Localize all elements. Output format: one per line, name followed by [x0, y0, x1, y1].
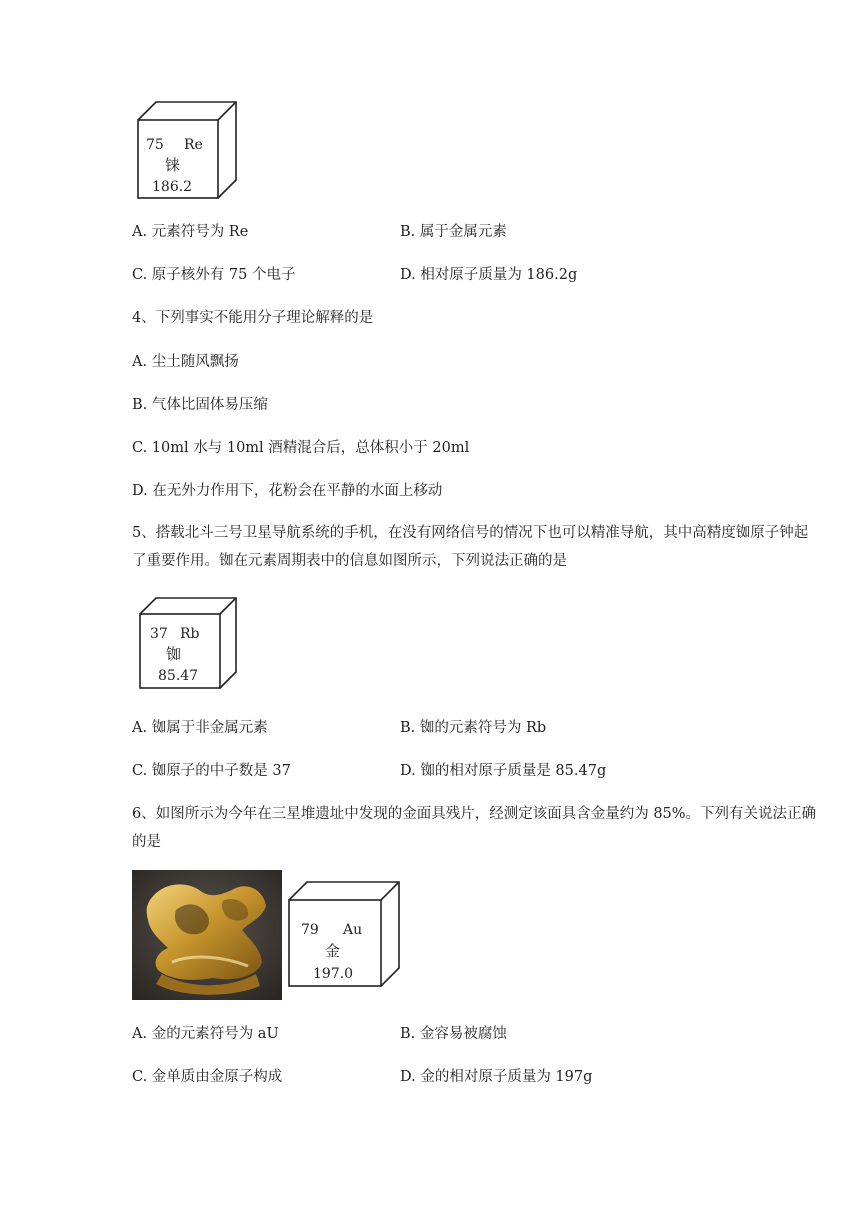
element-name: 铷 — [166, 645, 182, 663]
q6-option-c: C. 金单质由金原子构成 — [132, 1069, 283, 1085]
q4-option-c: C. 10ml 水与 10ml 酒精混合后，总体积小于 20ml — [132, 440, 470, 456]
q6-option-d: D. 金的相对原子质量为 197g — [400, 1069, 593, 1085]
element-number: 37 — [150, 626, 168, 642]
q6-option-b: B. 金容易被腐蚀 — [400, 1026, 507, 1042]
q5-option-d: D. 铷的相对原子质量是 85.47g — [400, 763, 607, 779]
q4-option-d: D. 在无外力作用下，花粉会在平静的水面上移动 — [132, 483, 443, 499]
q3-option-c: C. 原子核外有 75 个电子 — [132, 267, 296, 283]
element-name: 金 — [325, 942, 341, 960]
q5-option-c: C. 铷原子的中子数是 37 — [132, 763, 291, 779]
element-symbol: Rb — [180, 626, 200, 642]
element-name: 铼 — [165, 156, 181, 174]
gold-mask-photo — [132, 870, 282, 1000]
element-mass: 85.47 — [158, 668, 199, 684]
q4-option-b: B. 气体比固体易压缩 — [132, 397, 268, 413]
element-card-re — [136, 100, 240, 202]
q5-option-b: B. 铷的元素符号为 Rb — [400, 720, 547, 736]
q6-stem: 6、如图所示为今年在三星堆遗址中发现的金面具残片，经测定该面具含金量约为 85%。下列有关说法正确的是 — [132, 806, 817, 850]
q3-option-a: A. 元素符号为 Re — [132, 224, 249, 240]
q3-option-b: B. 属于金属元素 — [400, 224, 507, 240]
element-symbol: Au — [343, 922, 363, 938]
element-card-au — [287, 880, 403, 990]
q4-stem: 4、下列事实不能用分子理论解释的是 — [132, 310, 374, 326]
q3-option-d: D. 相对原子质量为 186.2g — [400, 267, 578, 283]
q5-stem: 5、搭载北斗三号卫星导航系统的手机，在没有网络信号的情况下也可以精准导航，其中高精度铷原子钟起了重要作用。铷在元素周期表中的信息如图所示，下列说法正确的是 — [132, 525, 809, 569]
q4-option-a: A. 尘土随风飘扬 — [132, 354, 239, 370]
element-symbol: Re — [184, 137, 203, 153]
q6-option-a: A. 金的元素符号为 aU — [132, 1026, 279, 1042]
element-mass: 197.0 — [313, 966, 354, 982]
q5-option-a: A. 铷属于非金属元素 — [132, 720, 268, 736]
element-number: 75 — [146, 137, 164, 153]
element-number: 79 — [301, 922, 319, 938]
element-card-rb — [138, 596, 240, 692]
element-mass: 186.2 — [152, 179, 193, 195]
